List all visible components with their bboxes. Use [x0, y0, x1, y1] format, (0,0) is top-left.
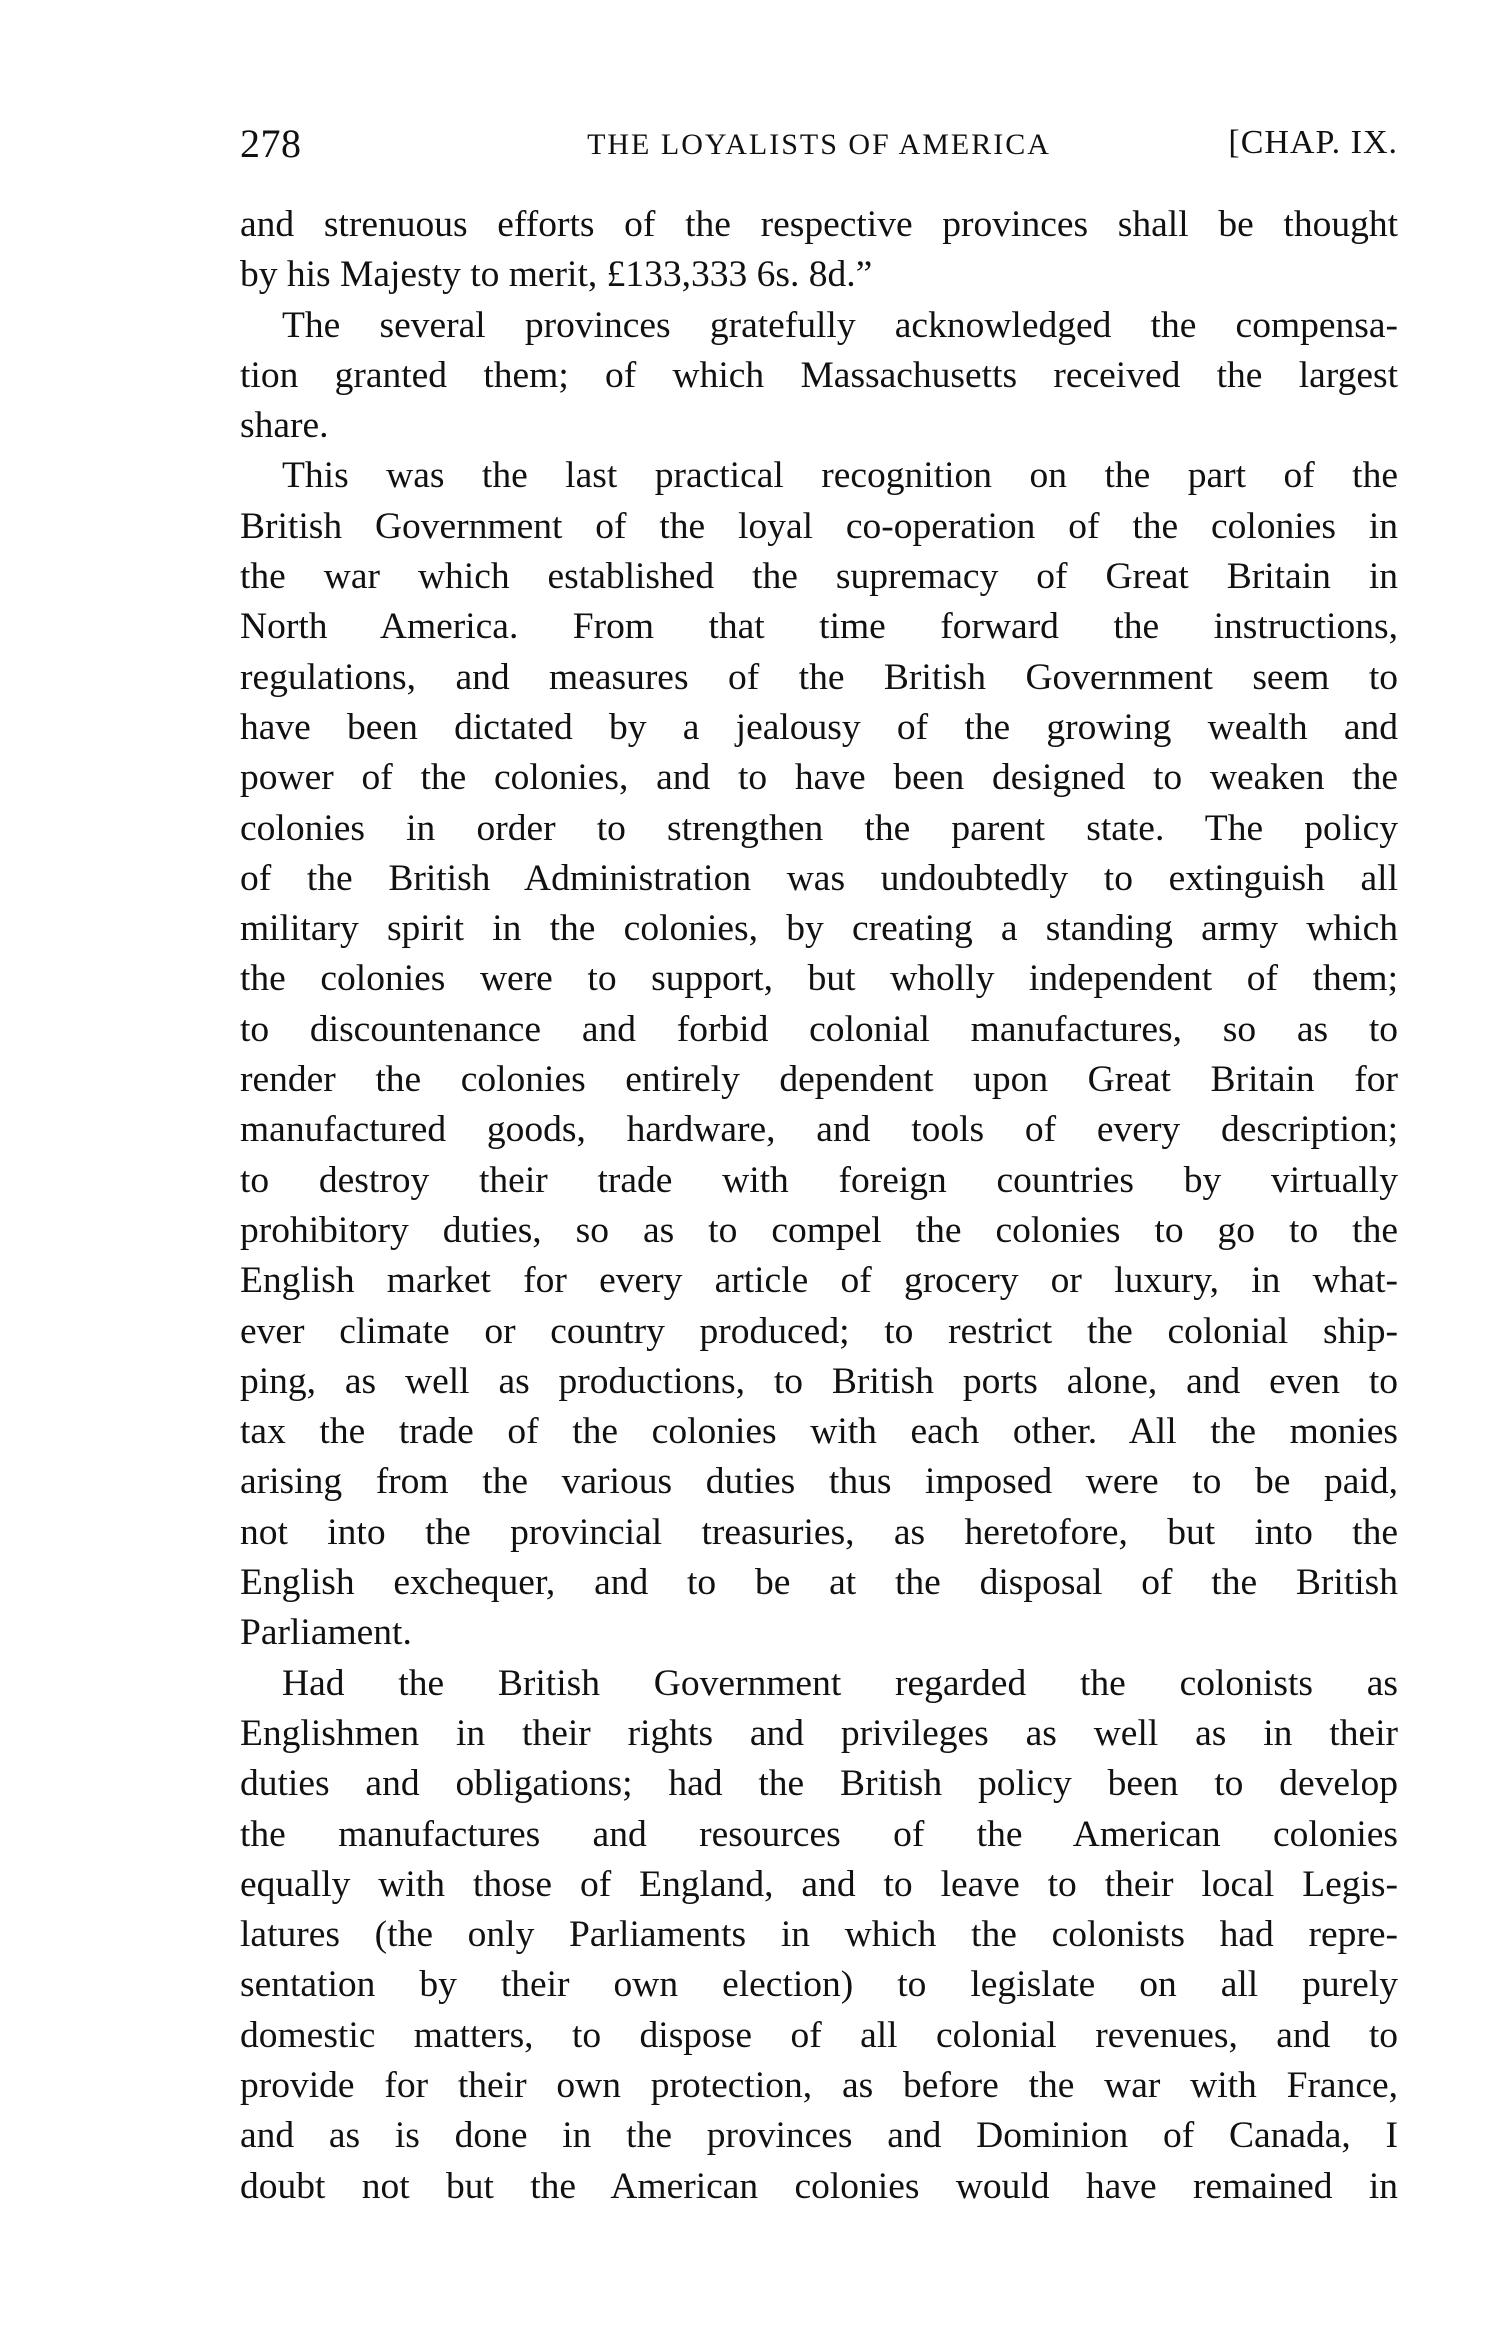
paragraph-start-line: Had the British Government regarded the colonists as [282, 1662, 1398, 1704]
text-line: the war which established the supremacy of Great Britain in [240, 556, 1398, 598]
page-number: 278 [240, 121, 302, 166]
text-line: tax the trade of the colonies with each other. All the monies [240, 1411, 1398, 1453]
text-line: domestic matters, to dispose of all colonial revenues, and to [240, 2014, 1398, 2056]
text-line: have been dictated by a jealousy of the growing wealth and [240, 706, 1398, 748]
text-line: power of the colonies, and to have been designed to weaken the [240, 757, 1398, 799]
running-head [240, 120, 1398, 176]
text-line: the colonies were to support, but wholly independent of them; [240, 958, 1398, 1000]
text-line: Englishmen in their rights and privileges as well as in their [240, 1712, 1398, 1754]
text-line: colonies in order to strengthen the parent state. The policy [240, 807, 1398, 849]
text-line: ping, as well as productions, to British ports alone, and even to [240, 1360, 1398, 1402]
text-line: British Government of the loyal co-operation of the colonies in [240, 505, 1398, 547]
text-line: English exchequer, and to be at the disposal of the British [240, 1562, 1398, 1604]
text-line: to discountenance and forbid colonial manufactures, so as to [240, 1008, 1398, 1050]
paragraph-start-line: The several provinces gratefully acknowledged the compensa- [282, 304, 1398, 346]
text-line: manufactured goods, hardware, and tools of every description; [240, 1109, 1398, 1151]
text-line: military spirit in the colonies, by creating a standing army which [240, 908, 1398, 950]
text-line: equally with those of England, and to leave to their local Legis- [240, 1863, 1398, 1905]
text-line: English market for every article of grocery or luxury, in what- [240, 1260, 1398, 1302]
running-title: THE LOYALISTS OF AMERICA [587, 128, 1051, 161]
text-line: by his Majesty to merit, £133,333 6s. 8d.” [240, 254, 873, 296]
text-line: regulations, and measures of the British Government seem to [240, 656, 1398, 698]
text-line: provide for their own protection, as before the war with France, [240, 2064, 1398, 2106]
text-line: share. [240, 405, 329, 447]
text-line: Parliament. [240, 1612, 412, 1654]
text-line: of the British Administration was undoubtedly to extinguish all [240, 857, 1398, 899]
body-text [240, 200, 1398, 2212]
paragraph-start-line: This was the last practical recognition on the part of the [282, 455, 1398, 497]
text-line: prohibitory duties, so as to compel the colonies to go to the [240, 1209, 1398, 1251]
text-line: North America. From that time forward the instructions, [240, 606, 1398, 648]
text-line: duties and obligations; had the British policy been to develop [240, 1763, 1398, 1805]
text-line: and as is done in the provinces and Dominion of Canada, I [240, 2115, 1398, 2157]
text-line: latures (the only Parliaments in which the colonists had repre- [240, 1914, 1398, 1956]
text-line: the manufactures and resources of the American colonies [240, 1813, 1398, 1855]
text-line: not into the provincial treasuries, as heretofore, but into the [240, 1511, 1398, 1553]
text-line: doubt not but the American colonies would have remained in [240, 2165, 1398, 2207]
text-line: arising from the various duties thus imposed were to be paid, [240, 1461, 1398, 1503]
text-line: to destroy their trade with foreign countries by virtually [240, 1159, 1398, 1201]
text-line: sentation by their own election) to legislate on all purely [240, 1964, 1398, 2006]
text-line: and strenuous efforts of the respective provinces shall be thought [240, 204, 1398, 245]
text-line: render the colonies entirely dependent upon Great Britain for [240, 1059, 1398, 1101]
chapter-label: [CHAP. IX. [1228, 124, 1398, 161]
text-line: ever climate or country produced; to restrict the colonial ship- [240, 1310, 1398, 1352]
text-line: tion granted them; of which Massachusetts received the largest [240, 354, 1398, 396]
